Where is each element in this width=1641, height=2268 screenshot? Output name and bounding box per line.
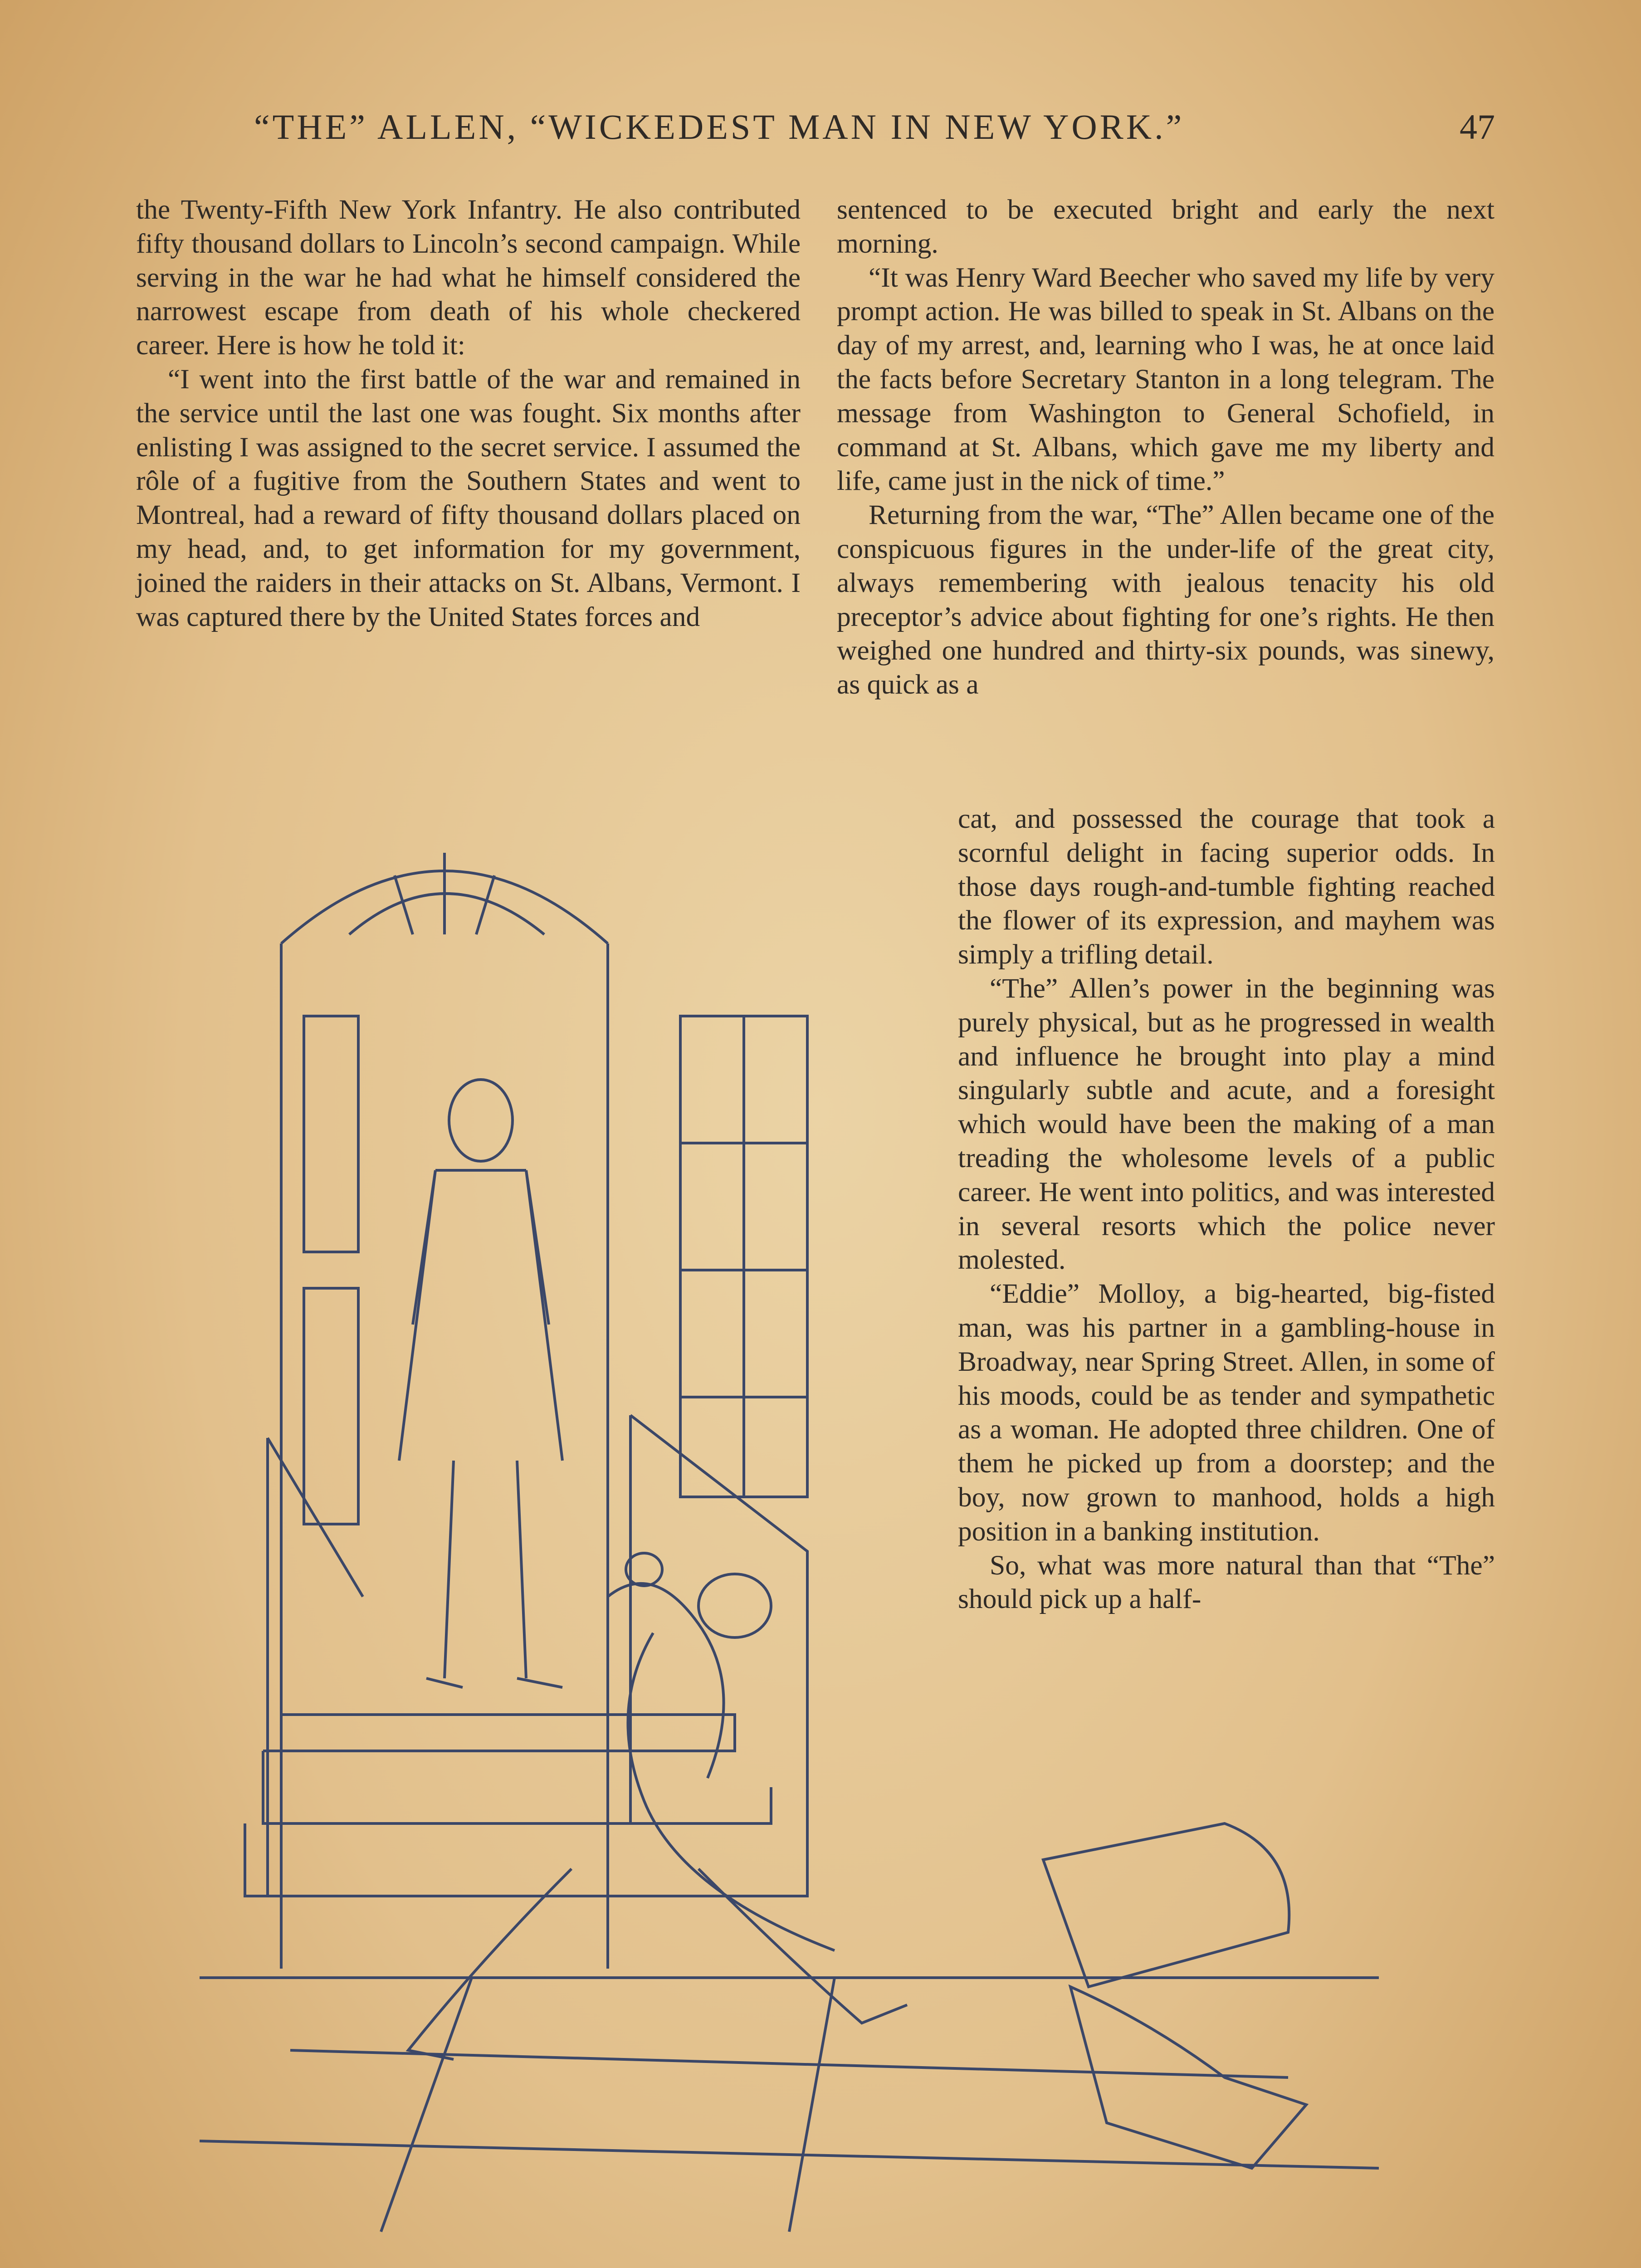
paragraph: “I went into the first battle of the war and remained in the service until the last one was fought. Six months after enlisting I was assigned to the secret service. I assumed the rôle of a fugitive from the Southern States and went to Montreal, had a reward of fifty thousand dollars placed on my head, and, to get information for my government, joined the raiders in their attacks on St. Albans, Vermont. I was captured there by the United States forces and <box>136 363 801 632</box>
paragraph: sentenced to be executed bright and early the next morning. <box>837 194 1494 259</box>
paragraph: “It was Henry Ward Beecher who saved my life by very prompt action. He was billed to speak in St. Albans on the day of my arrest, and, learning who I was, he at once laid the facts before Secretary Stanton in a long telegram. The message from Washington to General Schofield, in command at St. Albans, which gave me my liberty and life, came just in the nick of time.” <box>837 262 1494 497</box>
paragraph: cat, and possessed the courage that took a scornful delight in facing superior odds. In those days rough-and-tumble fighting reached the flower of its expression, and mayhem was simply a trifling detail. <box>958 803 1495 970</box>
running-header: “THE” ALLEN, “WICKEDEST MAN IN NEW YORK.” <box>254 107 1185 147</box>
paragraph: the Twenty-Fifth New York Infantry. He also contributed fifty thousand dollars to Lincoln’s second campaign. While serving in the war he had what he himself considered the narrowest escape from death of his whole checkered career. Here is how he told it: <box>136 194 801 361</box>
paragraph: Returning from the war, “The” Allen became one of the conspicuous figures in the under-life of the great city, always remembering with jealous tenacity his old preceptor’s advice about fighting for one’s rights. He then weighed one hundred and thirty-six pounds, was sinewy, as quick as a <box>837 499 1494 700</box>
left-column <box>136 193 801 634</box>
paragraph: “The” Allen’s power in the beginning was purely physical, but as he progressed in wealth and influence he brought into play a mind singularly subtle and acute, and a foresight which would have been the making of a man treading the wholesome levels of a public career. He went into politics, and was interested in several resorts which the police never molested. <box>958 973 1495 1276</box>
page-number: 47 <box>1460 107 1495 147</box>
paragraph: “Eddie” Molloy, a big-hearted, big-fisted man, was his partner in a gambling-house in Broadway, near Spring Street. Allen, in some of his moods, could be as tender and sympathetic as a woman. He adopted three children. One of them he picked up from a doorstep; and the boy, now grown to manhood, holds a high position in a banking institution. <box>958 1278 1495 1547</box>
paragraph: So, what was more natural than that “The” should pick up a half- <box>958 1549 1495 1615</box>
illustration-doorway-fight <box>200 826 1379 2268</box>
right-column-top <box>837 193 1494 702</box>
